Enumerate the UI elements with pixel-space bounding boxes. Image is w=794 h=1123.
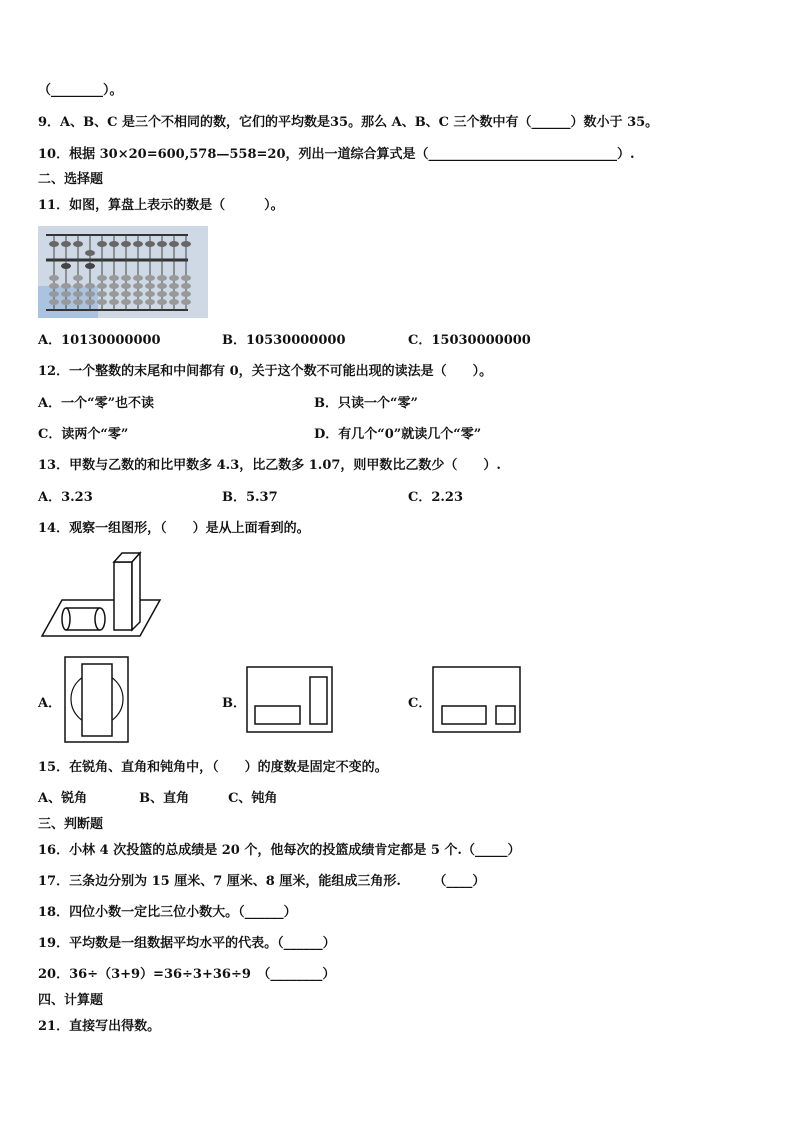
q13-option-a: A．3.23: [38, 490, 93, 505]
section-choice-title: 二、选择题: [38, 172, 104, 187]
q11-option-c: C．15030000000: [408, 333, 531, 348]
question-9: 9．A、B、C 是三个不相同的数，它们的平均数是35。那么 A、B、C 三个数中有（______）数小于 35。: [38, 115, 659, 130]
question-20: 20．36÷（3+9）=36÷3+36÷9 （________）: [38, 967, 336, 982]
q13-option-b: B．5.37: [222, 490, 278, 505]
question-15: 15．在锐角、直角和钝角中，（ ）的度数是固定不变的。: [38, 760, 388, 775]
question-16: 16．小林 4 次投篮的总成绩是 20 个，他每次的投篮成绩肯定都是 5 个.（_____）: [38, 843, 521, 858]
q14-option-a-figure: [64, 656, 130, 744]
q15-options: A、锐角 B、直角 C、钝角: [38, 791, 278, 806]
question-19: 19．平均数是一组数据平均水平的代表。（______）: [38, 936, 336, 951]
abacus-image: [38, 226, 208, 318]
section-calc-title: 四、计算题: [38, 993, 104, 1008]
question-21: 21．直接写出得数。: [38, 1019, 161, 1034]
q14-option-b-label: B．: [222, 696, 246, 711]
q14-option-b-figure: [246, 666, 334, 734]
question-18: 18．四位小数一定比三位小数大。（______）: [38, 905, 297, 920]
q12-option-b: B．只读一个“零”: [314, 396, 418, 411]
q12-option-d: D．有几个“0”就读几个“零”: [314, 427, 482, 442]
question-12: 12．一个整数的末尾和中间都有 0，关于这个数不可能出现的读法是（ ）。: [38, 364, 493, 379]
section-judge-title: 三、判断题: [38, 817, 104, 832]
question-14: 14．观察一组图形，（ ）是从上面看到的。: [38, 521, 310, 536]
q12-option-a: A．一个“零”也不读: [38, 396, 155, 411]
q12-option-c: C．读两个“零”: [38, 427, 129, 442]
q11-option-b: B．10530000000: [222, 333, 346, 348]
q14-option-a-label: A．: [38, 696, 62, 711]
question-13: 13．甲数与乙数的和比甲数多 4.3，比乙数多 1.07，则甲数比乙数少（ ）.: [38, 458, 501, 473]
q14-option-c-label: C．: [408, 696, 432, 711]
q14-option-c-figure: [432, 666, 522, 734]
q11-option-a: A．10130000000: [38, 333, 161, 348]
q13-option-c: C．2.23: [408, 490, 464, 505]
question-17: 17．三条边分别为 15 厘米、7 厘米、8 厘米，能组成三角形. （____）: [38, 874, 486, 889]
q8-answer-blank: （________）。: [38, 83, 123, 98]
question-10: 10．根据 30×20=600,578—558=20，列出一道综合算式是（_____________________________）.: [38, 147, 635, 162]
solid-figure-drawing: [40, 550, 165, 640]
question-11: 11．如图，算盘上表示的数是（ ）。: [38, 198, 284, 213]
